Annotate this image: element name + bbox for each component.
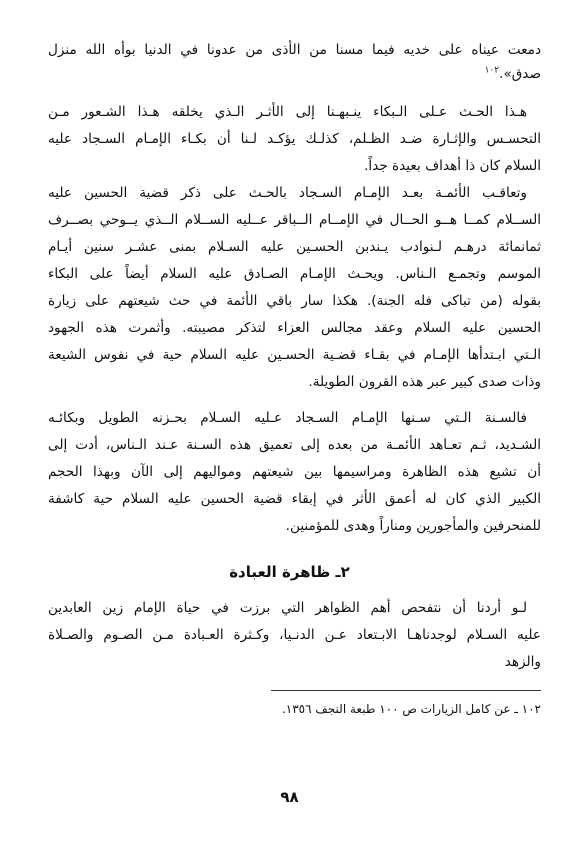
- paragraph-line: وذات صدى كبير عبر هذه القرون الطويلة.: [308, 374, 541, 390]
- paragraph-line: وتعاقـب الأئمـة بعـد الإمـام السـجاد بالحـث على ذكر قضية الحسين عليه: [48, 185, 527, 201]
- paragraph-line: ثمانمائة درهـم لـنوادب يـندبن الحسـين عليه السـلام بمنى عشـر سنين أيـام: [48, 239, 541, 255]
- footnote-reference: ١٠٢: [484, 65, 500, 76]
- paragraph-line: دمعت عيناه على خديه فيما مسنا من الأذى من عدونا في الدنيا بوأه الله منزل: [48, 42, 541, 58]
- paragraph-line: الشـديد، ثـم تعـاهد الأئمـة من بعده إلى تعميق هذه السـنة عـند الـناس، أدت إلى: [48, 437, 541, 453]
- paragraph-line: الســلام كمــا هــو الحــال في الإمــام الــباقر عــليه الســلام الــذي يــوحي بصــرف: [48, 212, 541, 228]
- paragraph-line: لـو أردنا أن نتفحص أهم الظواهر التي برزت في حياة الإمام زين العابدين: [48, 600, 527, 616]
- paragraph-line: التحسـس والإثـارة ضـد الظـلم، كذلـك يؤكـد لـنا أن بكـاء الإمـام السـجاد عليه: [48, 131, 541, 147]
- paragraph-line: الموسم وتجمـع الـناس. ويحـث الإمـام الصـادق عليه السلام أيضاً على البكاء: [48, 266, 541, 282]
- paragraph-line: والزهد: [504, 654, 541, 670]
- paragraph-line: عليه السـلام لوجدناهـا الابـتعاد عـن الدنـيا، وكـثرة العـبادة مـن الصـوم والصـلاة: [48, 627, 541, 643]
- paragraph-line: هـذا الحـث عـلى الـبكاء ينـبهـنا إلى الأثـر الـذي يخلقه هـذا الشـعور مـن: [48, 104, 527, 120]
- paragraph-line: السلام كان ذا أهداف بعيدة جداً.: [364, 158, 541, 174]
- paragraph-line: بقوله (من تباكى فله الجنة). هكذا سار باقي الأئمة في حث شيعتهم على زيارة: [48, 293, 541, 309]
- paragraph-line: فالسـنة الـتي سـنها الإمـام السـجاد عـليه السـلام بحـزنه الطويل وبكائـه: [48, 410, 527, 426]
- paragraph-line: الحسين عليه السلام وعقد مجالس العزاء لتذكر مصيبته. وأثمرت هذه الجهود: [48, 320, 541, 336]
- page-number: ٩٨: [280, 788, 299, 806]
- section-heading: ٢ـ ظاهرة العبادة: [229, 563, 350, 581]
- footnote: ١٠٢ ـ عن كامل الزيارات ص ١٠٠ طبعة النجف ١٣٥٦.: [281, 702, 541, 716]
- paragraph-line-text: صدق».: [499, 66, 541, 82]
- paragraph-line: أن تشيع هذه الظاهرة ومراسيمها بين شيعتهم ومواليهم إلى الآن وبهذا الحجم: [48, 464, 541, 480]
- paragraph-line: الكبير الذي كان له أعمق الأثر في إبقاء قضية الحسين عليه السلام حية كاشفة: [48, 491, 541, 507]
- paragraph-line: للمنحرفين والمأجورين ومناراً وهدى للمؤمنين.: [285, 518, 541, 534]
- paragraph-line: الـتي ابـتدأها الإمـام في بقـاء قضـية الحسـين عليه السلام حية في نفوس الشيعة: [48, 347, 541, 363]
- paragraph-line-with-ref: [48, 64, 541, 84]
- footnote-divider: [271, 690, 541, 691]
